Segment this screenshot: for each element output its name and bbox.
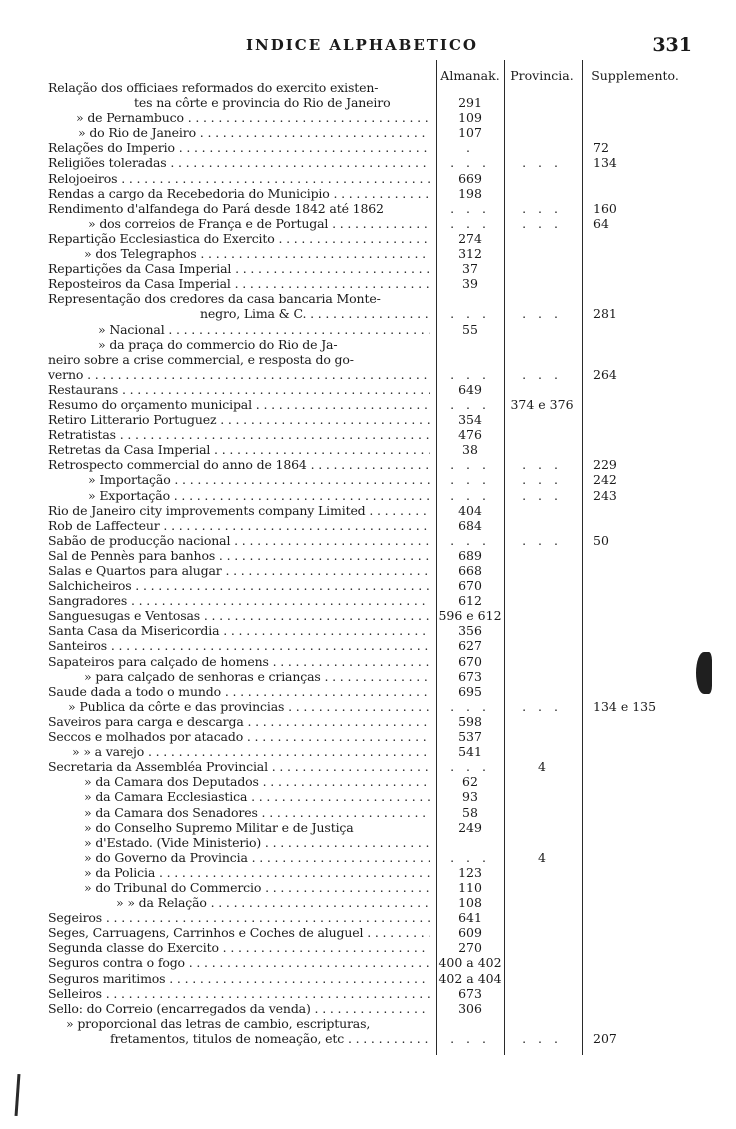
provincia-ref: . . . xyxy=(522,215,562,231)
entry-label xyxy=(48,638,430,653)
almanak-ref: 537 xyxy=(458,729,482,745)
entry-text: » dos correios de França e de Portugal xyxy=(88,215,329,231)
index-entry xyxy=(0,669,736,684)
almanak-ref: 291 xyxy=(458,95,482,111)
index-entry xyxy=(0,231,736,246)
index-entry xyxy=(0,955,736,970)
index-entry xyxy=(0,125,736,140)
almanak-ref: . . . xyxy=(450,472,490,488)
entry-label xyxy=(48,789,430,804)
almanak-ref: 684 xyxy=(458,517,482,533)
entry-text: Relações do Imperio xyxy=(48,140,175,156)
index-entry xyxy=(0,608,736,623)
index-entry xyxy=(0,155,736,170)
entry-text: » do Governo da Provincia xyxy=(84,849,248,865)
entry-label xyxy=(48,276,430,291)
almanak-ref: 669 xyxy=(458,170,482,186)
entry-text: Resumo do orçamento municipal xyxy=(48,396,252,412)
entry-label xyxy=(48,623,430,638)
index-entry xyxy=(0,925,736,940)
provincia-ref: . . . xyxy=(522,487,562,503)
ink-blot xyxy=(696,652,712,694)
entry-text: Seguros contra o fogo xyxy=(48,955,185,971)
index-entry xyxy=(0,759,736,774)
almanak-ref: 402 a 404 xyxy=(438,970,502,986)
entry-label xyxy=(48,895,430,910)
entry-text: » da Camara dos Deputados xyxy=(84,774,259,790)
index-entry xyxy=(0,171,736,186)
index-entry xyxy=(0,518,736,533)
entry-label xyxy=(48,805,430,820)
index-entry xyxy=(0,457,736,472)
entry-label xyxy=(48,714,430,729)
almanak-ref: 62 xyxy=(462,774,478,790)
entry-text: Sanguesugas e Ventosas xyxy=(48,608,201,624)
index-entry xyxy=(0,367,736,382)
almanak-ref: 38 xyxy=(462,442,478,458)
entry-text: Sello: do Correio (encarregados da venda) xyxy=(48,1000,311,1016)
entry-text: Santeiros xyxy=(48,638,108,654)
almanak-ref: 673 xyxy=(458,985,482,1001)
index-entry xyxy=(0,382,736,397)
entry-text: » para calçado de senhoras e crianças xyxy=(84,668,321,684)
almanak-ref: 476 xyxy=(458,427,482,443)
entry-label xyxy=(48,1001,430,1016)
provincia-ref: . . . xyxy=(522,457,562,473)
entry-label xyxy=(48,729,430,744)
entry-text: » proporcional das letras de cambio, escripturas, xyxy=(66,1015,371,1031)
entry-text: Sabão de producção nacional xyxy=(48,532,231,548)
index-entry xyxy=(0,820,736,835)
entry-label xyxy=(48,231,430,246)
entry-label xyxy=(48,533,430,548)
index-entry xyxy=(0,322,736,337)
entry-text: Saude dada a todo o mundo xyxy=(48,683,222,699)
supplemento-ref: 50 xyxy=(593,532,609,548)
index-entry xyxy=(0,140,736,155)
entry-text: Reposteiros da Casa Imperial xyxy=(48,276,231,292)
column-header-almanak: Almanak. xyxy=(440,68,500,83)
column-header-supplemento: Supplemento. xyxy=(591,68,679,83)
margin-mark xyxy=(15,1074,21,1116)
entry-text: » da Policia xyxy=(84,864,156,880)
provincia-ref: . . . xyxy=(522,155,562,171)
almanak-ref: . . . xyxy=(450,532,490,548)
entry-text: Seguros maritimos xyxy=(48,970,166,986)
provincia-ref: . . . xyxy=(522,1030,562,1046)
entry-label xyxy=(48,171,430,186)
index-entry xyxy=(0,352,736,367)
supplemento-ref: 160 xyxy=(593,200,617,216)
entry-text: verno xyxy=(48,366,84,382)
index-entry xyxy=(0,774,736,789)
index-entry xyxy=(0,714,736,729)
entry-text: Santa Casa da Misericordia xyxy=(48,623,220,639)
entry-label xyxy=(48,955,430,970)
almanak-ref: 541 xyxy=(458,744,482,760)
index-entry xyxy=(0,729,736,744)
almanak-ref: . . . xyxy=(450,306,490,322)
entry-label xyxy=(48,835,430,850)
entry-text: Rendimento d'alfandega do Pará desde 1842 até 1862 xyxy=(48,200,384,216)
entry-label xyxy=(48,397,430,412)
index-entry xyxy=(0,503,736,518)
entry-text: neiro sobre a crise commercial, e resposta do go- xyxy=(48,351,354,367)
provincia-ref: . . . xyxy=(522,532,562,548)
almanak-ref: 596 e 612 xyxy=(438,608,502,624)
entry-text: tes na côrte e provincia do Rio de Janeiro xyxy=(134,95,391,111)
index-entry xyxy=(0,216,736,231)
entry-text: Retratistas xyxy=(48,427,116,443)
supplemento-ref: 207 xyxy=(593,1030,617,1046)
entry-text: » » a varejo xyxy=(72,744,145,760)
index-entry xyxy=(0,865,736,880)
entry-label xyxy=(48,744,430,759)
index-entry xyxy=(0,1016,736,1031)
entry-label xyxy=(48,186,430,201)
almanak-ref: 400 a 402 xyxy=(438,955,502,971)
almanak-ref: 198 xyxy=(458,185,482,201)
entry-label xyxy=(48,80,430,95)
entry-label xyxy=(48,125,430,140)
entry-text: Retiro Litterario Portuguez xyxy=(48,412,217,428)
entry-label xyxy=(48,940,430,955)
entry-text: Rio de Janeiro city improvements company Limited xyxy=(48,502,366,518)
index-entry xyxy=(0,789,736,804)
index-entry xyxy=(0,805,736,820)
almanak-ref: 58 xyxy=(462,804,478,820)
index-entry xyxy=(0,548,736,563)
entry-label xyxy=(48,820,430,835)
almanak-ref: . . . xyxy=(450,849,490,865)
almanak-ref: 306 xyxy=(458,1000,482,1016)
entry-text: » do Conselho Supremo Militar e de Justiça xyxy=(84,819,354,835)
entry-label xyxy=(48,322,430,337)
entry-label xyxy=(48,382,430,397)
index-entry xyxy=(0,699,736,714)
entry-label xyxy=(48,986,430,1001)
entry-label xyxy=(48,865,430,880)
almanak-ref: 37 xyxy=(462,261,478,277)
provincia-ref: . . . xyxy=(522,200,562,216)
entry-text: Retrospecto commercial do anno de 1864 xyxy=(48,457,307,473)
index-entry xyxy=(0,578,736,593)
entry-label xyxy=(48,140,430,155)
entry-label xyxy=(48,261,430,276)
entry-text: negro, Lima & C. xyxy=(200,306,307,322)
almanak-ref: . . . xyxy=(450,698,490,714)
index-entry xyxy=(0,80,736,95)
index-entry xyxy=(0,563,736,578)
almanak-ref: 354 xyxy=(458,412,482,428)
page-number: 331 xyxy=(652,34,692,56)
index-entry xyxy=(0,397,736,412)
entry-label xyxy=(48,216,430,231)
entry-label xyxy=(48,774,430,789)
index-entry xyxy=(0,306,736,321)
provincia-ref: . . . xyxy=(522,366,562,382)
supplemento-ref: 242 xyxy=(593,472,617,488)
index-entry xyxy=(0,291,736,306)
index-entry xyxy=(0,1031,736,1046)
index-entry xyxy=(0,623,736,638)
entry-text: Seges, Carruagens, Carrinhos e Coches de aluguel xyxy=(48,925,364,941)
entry-text: Salchicheiros xyxy=(48,578,132,594)
almanak-ref: 270 xyxy=(458,940,482,956)
entry-label xyxy=(48,684,430,699)
almanak-ref: 274 xyxy=(458,230,482,246)
page-title: INDICE ALPHABETICO xyxy=(246,36,478,54)
index-entry xyxy=(0,835,736,850)
entry-label xyxy=(48,367,430,382)
entry-text: Segunda classe do Exercito xyxy=(48,940,219,956)
entry-label xyxy=(48,246,430,261)
entry-text: Sapateiros para calçado de homens xyxy=(48,653,269,669)
almanak-ref: 404 xyxy=(458,502,482,518)
entry-label xyxy=(48,337,430,352)
entry-text: » » da Relação xyxy=(116,895,207,911)
index-entry xyxy=(0,261,736,276)
index-entry xyxy=(0,186,736,201)
index-entries xyxy=(0,80,736,1046)
entry-text: Segeiros xyxy=(48,910,103,926)
almanak-ref: 110 xyxy=(458,879,482,895)
provincia-ref: 4 xyxy=(538,759,546,775)
supplemento-ref: 134 xyxy=(593,155,617,171)
supplemento-ref: 64 xyxy=(593,215,609,231)
entry-label xyxy=(48,352,430,367)
almanak-ref: 641 xyxy=(458,910,482,926)
entry-text: Salas e Quartos para alugar xyxy=(48,563,222,578)
entry-text: Restaurans xyxy=(48,381,119,397)
provincia-ref: 4 xyxy=(538,849,546,865)
almanak-ref: . . . xyxy=(450,366,490,382)
index-entry xyxy=(0,638,736,653)
entry-label xyxy=(48,427,430,442)
almanak-ref: . . . xyxy=(450,487,490,503)
entry-label xyxy=(48,201,430,216)
index-entry xyxy=(0,337,736,352)
provincia-ref: . . . xyxy=(522,472,562,488)
almanak-ref: . . . xyxy=(450,200,490,216)
almanak-ref: 107 xyxy=(458,125,482,141)
index-entry xyxy=(0,654,736,669)
almanak-ref: 312 xyxy=(458,246,482,262)
index-entry xyxy=(0,1001,736,1016)
index-entry xyxy=(0,533,736,548)
entry-text: Saveiros para carga e descarga xyxy=(48,713,244,729)
index-entry xyxy=(0,246,736,261)
entry-text: » da Camara Ecclesiastica xyxy=(84,789,248,805)
entry-label xyxy=(48,971,430,986)
almanak-ref: . xyxy=(466,140,474,156)
index-entry xyxy=(0,201,736,216)
entry-text: Repartição Ecclesiastica do Exercito xyxy=(48,230,275,246)
index-entry xyxy=(0,940,736,955)
index-entry xyxy=(0,276,736,291)
almanak-ref: 39 xyxy=(462,276,478,292)
entry-text: » da Camara dos Senadores xyxy=(84,804,258,820)
entry-text: » d'Estado. (Vide Ministerio) xyxy=(84,834,262,850)
entry-text: Selleiros xyxy=(48,985,102,1001)
supplemento-ref: 281 xyxy=(593,306,617,322)
entry-label xyxy=(48,457,430,472)
entry-label xyxy=(48,155,430,170)
entry-label xyxy=(48,593,430,608)
entry-text: Retretas da Casa Imperial xyxy=(48,442,211,458)
entry-text: Relação dos officiaes reformados do exercito existen- xyxy=(48,80,379,95)
entry-label xyxy=(48,95,430,110)
almanak-ref: 598 xyxy=(458,713,482,729)
almanak-ref: 670 xyxy=(458,578,482,594)
index-entry xyxy=(0,95,736,110)
almanak-ref: . . . xyxy=(450,1030,490,1046)
entry-label xyxy=(48,699,430,714)
index-entry xyxy=(0,488,736,503)
entry-text: Sal de Pennès para banhos xyxy=(48,547,216,563)
entry-text: Seccos e molhados por atacado xyxy=(48,729,244,745)
index-entry xyxy=(0,880,736,895)
entry-label xyxy=(48,503,430,518)
entry-text: Secretaria da Assembléa Provincial xyxy=(48,759,268,775)
index-entry xyxy=(0,427,736,442)
entry-text: Sangradores xyxy=(48,593,128,609)
entry-label xyxy=(48,548,430,563)
entry-label xyxy=(48,1031,430,1046)
index-entry xyxy=(0,110,736,125)
index-entry xyxy=(0,472,736,487)
entry-label xyxy=(48,578,430,593)
entry-label xyxy=(48,291,430,306)
entry-label xyxy=(48,608,430,623)
almanak-ref: 55 xyxy=(462,321,478,337)
entry-text: » do Tribunal do Commercio xyxy=(84,879,262,895)
supplemento-ref: 229 xyxy=(593,457,617,473)
entry-label xyxy=(48,880,430,895)
entry-text: » da praça do commercio do Rio de Ja- xyxy=(98,336,338,352)
supplemento-ref: 72 xyxy=(593,140,609,156)
provincia-ref: . . . xyxy=(522,698,562,714)
entry-label xyxy=(48,518,430,533)
index-entry xyxy=(0,593,736,608)
entry-text: » do Rio de Janeiro xyxy=(78,125,196,141)
entry-label xyxy=(48,488,430,503)
entry-text: » Importação xyxy=(88,472,171,488)
almanak-ref: 627 xyxy=(458,638,482,654)
supplemento-ref: 264 xyxy=(593,366,617,382)
almanak-ref: . . . xyxy=(450,759,490,775)
entry-text: Rendas a cargo da Recebedoria do Municipio xyxy=(48,185,330,201)
almanak-ref: 356 xyxy=(458,623,482,639)
entry-text: Rob de Laffecteur xyxy=(48,517,160,533)
entry-label xyxy=(48,669,430,684)
almanak-ref: . . . xyxy=(450,155,490,171)
entry-text: » Nacional xyxy=(98,321,165,337)
entry-text: Repartições da Casa Imperial xyxy=(48,261,232,277)
index-entry xyxy=(0,442,736,457)
entry-label xyxy=(48,850,430,865)
entry-label xyxy=(48,925,430,940)
entry-text: Representação dos credores da casa bancaria Monte- xyxy=(48,291,381,307)
almanak-ref: 93 xyxy=(462,789,478,805)
index-entry xyxy=(0,850,736,865)
index-entry xyxy=(0,910,736,925)
provincia-ref: . . . xyxy=(522,306,562,322)
almanak-ref: 249 xyxy=(458,819,482,835)
index-entry xyxy=(0,744,736,759)
almanak-ref: 612 xyxy=(458,593,482,609)
provincia-ref: 374 e 376 xyxy=(510,396,574,412)
entry-text: » de Pernambuco xyxy=(76,110,184,126)
index-entry xyxy=(0,971,736,986)
entry-label xyxy=(48,442,430,457)
almanak-ref: 609 xyxy=(458,925,482,941)
entry-label xyxy=(48,306,430,321)
almanak-ref: 123 xyxy=(458,864,482,880)
almanak-ref: 689 xyxy=(458,547,482,563)
column-header-provincia: Provincia. xyxy=(510,68,574,83)
almanak-ref: 109 xyxy=(458,110,482,126)
entry-label xyxy=(48,412,430,427)
index-entry xyxy=(0,412,736,427)
entry-label xyxy=(48,563,430,578)
almanak-ref: 649 xyxy=(458,381,482,397)
almanak-ref: 670 xyxy=(458,653,482,669)
index-entry xyxy=(0,684,736,699)
almanak-ref: . . . xyxy=(450,396,490,412)
supplemento-ref: 243 xyxy=(593,487,617,503)
entry-label xyxy=(48,910,430,925)
entry-label xyxy=(48,759,430,774)
almanak-ref: . . . xyxy=(450,215,490,231)
almanak-ref: . . . xyxy=(450,457,490,473)
entry-label xyxy=(48,1016,430,1031)
index-entry xyxy=(0,986,736,1001)
entry-label xyxy=(48,654,430,669)
entry-text: » dos Telegraphos xyxy=(84,246,197,262)
almanak-ref: 108 xyxy=(458,895,482,911)
almanak-ref: 668 xyxy=(458,563,482,578)
almanak-ref: 673 xyxy=(458,668,482,684)
index-entry xyxy=(0,895,736,910)
entry-text: fretamentos, titulos de nomeação, etc xyxy=(110,1030,345,1046)
entry-label xyxy=(48,472,430,487)
entry-text: » Publica da côrte e das provincias xyxy=(68,698,285,714)
entry-text: Religiões toleradas xyxy=(48,155,167,171)
almanak-ref: 695 xyxy=(458,683,482,699)
entry-label xyxy=(48,110,430,125)
supplemento-ref: 134 e 135 xyxy=(593,698,657,714)
entry-text: Relojoeiros xyxy=(48,170,118,186)
entry-text: » Exportação xyxy=(88,487,170,503)
